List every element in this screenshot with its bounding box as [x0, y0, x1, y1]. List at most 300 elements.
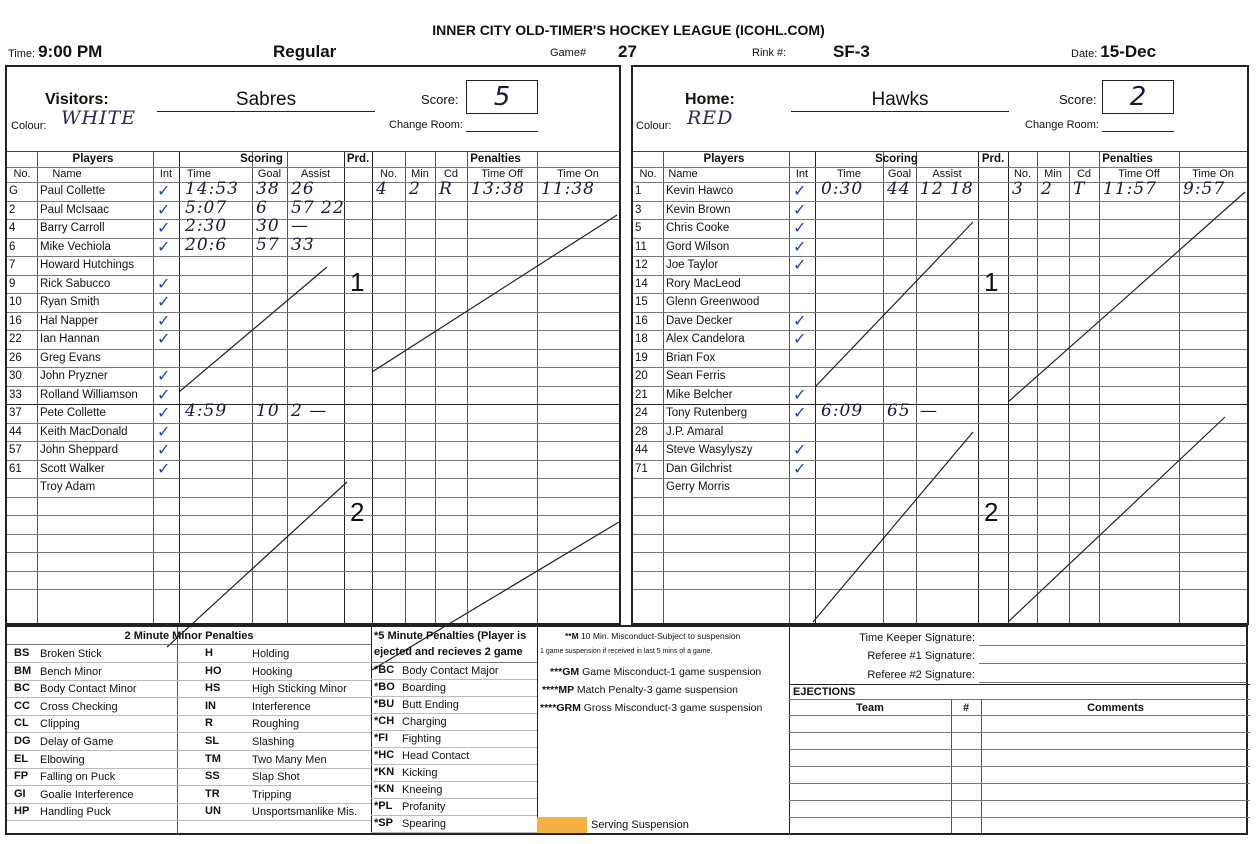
legend-row-line — [7, 697, 371, 698]
visitors-goal-assist: 2 — — [291, 401, 328, 421]
penalty-desc: High Sticking Minor — [252, 683, 347, 696]
home-player-name: Alex Candelora — [666, 333, 745, 345]
checkmark-icon: ✓ — [157, 273, 171, 293]
signature-timekeeper-line — [979, 645, 1247, 646]
home-player-no: 18 — [635, 333, 648, 345]
home-player-no: 44 — [635, 444, 648, 456]
home-player-name: J.P. Amaral — [666, 425, 724, 438]
void-slash — [815, 222, 973, 387]
visitors-player-no: 16 — [9, 314, 22, 327]
visitors-player-name: Keith MacDonald — [40, 425, 128, 438]
signature-referee2-label: Referee #2 Signature: — [867, 669, 975, 681]
penalty-code: *KN — [374, 766, 395, 778]
home-player-name: Steve Wasylyszy — [666, 444, 753, 456]
home-colour-value: RED — [687, 107, 734, 129]
penalty-code: H — [205, 647, 213, 659]
signature-timekeeper-label: Time Keeper Signature: — [859, 632, 975, 644]
legend-row-line — [371, 730, 537, 731]
penalty-desc: Roughing — [252, 718, 300, 731]
visitors-player-name: John Pryzner — [40, 370, 108, 382]
legend-row-line — [7, 803, 371, 804]
visitors-penalty-min: 2 — [409, 179, 421, 199]
penalty-code: BM — [14, 664, 32, 677]
visitors-change-room-label: Change Room: — [389, 119, 463, 131]
visitors-penalty-time_off: 13:38 — [471, 179, 525, 199]
legend-col-line — [537, 627, 538, 833]
home-team-name: Hawks — [791, 89, 1009, 112]
penalty-code: HS — [205, 682, 221, 695]
penalty-legend — [5, 625, 1248, 835]
ejections-comments-head: Comments — [1087, 702, 1144, 714]
visitors-colhead-time_off: Time Off — [481, 168, 523, 180]
checkmark-icon: ✓ — [157, 366, 171, 385]
visitors-change-room-field — [466, 131, 538, 132]
penalty-desc: Goalie Interference — [40, 788, 134, 801]
void-slash — [167, 482, 347, 647]
void-slash — [1008, 417, 1225, 622]
time-value: 9:00 PM — [38, 42, 103, 61]
penalty-code: TR — [205, 787, 220, 800]
visitors-player-name: Ian Hannan — [40, 333, 100, 345]
home-player-no: 20 — [635, 370, 648, 382]
visitors-void-lines — [7, 152, 619, 632]
minor-penalties-title: 2 Minute Minor Penalties — [124, 630, 254, 642]
home-goal-scorer: 44 — [887, 179, 911, 199]
home-player-name: Glenn Greenwood — [666, 296, 760, 308]
visitors-player-no: G — [9, 185, 18, 197]
visitors-player-name: Troy Adam — [40, 481, 96, 493]
checkmark-icon: ✓ — [793, 199, 807, 219]
visitors-group-prd: Prd. — [346, 153, 370, 165]
visitors-goal-time: 14:53 — [185, 179, 239, 199]
ejections-team-head: Team — [856, 702, 884, 714]
penalty-desc: Body Contact Major — [402, 665, 499, 677]
home-panel — [631, 65, 1249, 625]
serving-suspension-swatch — [537, 817, 587, 833]
checkmark-icon: ✓ — [793, 329, 807, 348]
misconduct-code: **M — [565, 631, 582, 641]
visitors-colhead-min: Min — [411, 168, 429, 180]
penalty-desc: Slashing — [252, 736, 295, 748]
visitors-period-1: 1 — [350, 267, 365, 297]
home-player-no: 24 — [635, 407, 648, 419]
visitors-colhead-int: Int — [159, 168, 173, 180]
penalty-code: *PL — [374, 800, 393, 812]
visitors-player-name: Mike Vechiola — [40, 240, 111, 253]
visitors-player-name: Hal Napper — [40, 314, 99, 327]
checkmark-icon: ✓ — [157, 329, 171, 348]
penalty-code: EL — [14, 752, 29, 765]
visitors-player-no: 57 — [9, 444, 22, 456]
league-title: INNER CITY OLD-TIMER'S HOCKEY LEAGUE (ICOHL.COM) — [432, 22, 825, 38]
home-colhead-int: Int — [795, 168, 809, 180]
visitors-colhead-goal: Goal — [257, 168, 282, 180]
penalty-code: DG — [14, 735, 31, 747]
home-group-penalties: Penalties — [1102, 153, 1153, 165]
visitors-player-name: Barry Carroll — [40, 222, 105, 234]
home-colhead-time_on: Time On — [1192, 168, 1234, 180]
penalty-code: CC — [14, 699, 30, 712]
penalty-desc: Holding — [252, 648, 290, 660]
visitors-penalty-no: 4 — [376, 179, 388, 199]
signature-referee1-label: Referee #1 Signature: — [867, 650, 975, 662]
visitors-goal-assist: 57 22 — [291, 197, 345, 218]
penalty-desc: Kneeing — [402, 784, 443, 796]
game-type: Regular — [273, 42, 337, 61]
penalty-desc: Falling on Puck — [40, 771, 116, 784]
penalty-desc: Interference — [252, 700, 311, 713]
penalty-code: CL — [14, 717, 29, 730]
penalty-code: BS — [14, 647, 30, 659]
game-label: Game# — [550, 47, 587, 59]
penalty-code: *KN — [374, 783, 395, 795]
home-goal-assist: 12 18 — [920, 179, 974, 199]
penalty-code: FP — [14, 770, 29, 783]
date-field — [1071, 42, 1156, 62]
misconduct-item — [542, 683, 738, 697]
penalty-desc: Spearing — [402, 818, 447, 830]
penalty-desc: Delay of Game — [40, 736, 114, 748]
penalty-desc: Handling Puck — [40, 806, 111, 819]
visitors-goal-time: 4:59 — [185, 401, 228, 421]
legend-line — [7, 644, 371, 645]
home-player-name: Mike Belcher — [666, 388, 733, 401]
penalty-code: BC — [14, 682, 30, 695]
visitors-player-name: Paul McIsaac — [40, 203, 110, 216]
penalty-code: HP — [14, 805, 30, 818]
visitors-player-no: 9 — [9, 277, 16, 290]
penalty-desc: Cross Checking — [40, 700, 118, 713]
rink-label: Rink #: — [752, 47, 787, 59]
home-change-room-label: Change Room: — [1025, 119, 1099, 131]
void-slash — [813, 432, 973, 622]
visitors-player-name: Howard Hutchings — [40, 259, 134, 271]
checkmark-icon: ✓ — [793, 310, 807, 330]
visitors-penalty-time_on: 11:38 — [541, 179, 595, 199]
home-score-label: Score: — [1059, 92, 1097, 107]
visitors-player-name: John Sheppard — [40, 444, 119, 456]
visitors-colhead-cd: Cd — [443, 168, 459, 180]
visitors-colour-label: Colour: — [11, 120, 47, 132]
misconduct-desc: 1 game suspension if received in last 5 mins of a game. — [540, 648, 713, 655]
checkmark-icon: ✓ — [793, 218, 807, 237]
legend-row-line — [7, 732, 371, 733]
visitors-colhead-assist: Assist — [300, 168, 331, 180]
misconduct-code: ****MP — [542, 684, 577, 696]
legend-row-line — [371, 764, 537, 765]
checkmark-icon: ✓ — [793, 403, 807, 422]
visitors-player-no: 2 — [9, 203, 16, 216]
penalty-desc: Two Many Men — [252, 753, 327, 766]
home-player-no: 12 — [635, 259, 648, 271]
home-player-name: Sean Ferris — [666, 370, 726, 382]
checkmark-icon: ✓ — [157, 458, 171, 478]
home-header — [633, 67, 1247, 152]
home-player-no: 21 — [635, 388, 648, 401]
penalty-desc: Boarding — [402, 682, 447, 694]
home-goal-time: 6:09 — [821, 401, 864, 421]
penalty-code: *CH — [374, 715, 395, 727]
visitors-player-no: 7 — [9, 259, 16, 271]
visitors-score-label: Score: — [421, 92, 459, 107]
home-colhead-name: Name — [668, 168, 698, 180]
penalty-desc: Slap Shot — [252, 771, 300, 784]
visitors-label: Visitors: — [45, 91, 109, 108]
home-player-no: 14 — [635, 277, 648, 290]
misconduct-item — [565, 629, 740, 643]
home-group-prd: Prd. — [981, 153, 1005, 165]
penalty-code: HO — [205, 664, 222, 677]
home-player-name: Brian Fox — [666, 351, 716, 364]
legend-row-line — [371, 713, 537, 714]
misconduct-desc: Gross Misconduct-3 game suspension — [583, 702, 763, 714]
visitors-player-no: 33 — [9, 388, 22, 401]
penalty-desc: Charging — [402, 716, 447, 728]
signature-referee2-line — [979, 682, 1247, 683]
penalty-desc: Unsportsmanlike Mis. — [252, 806, 358, 819]
visitors-penalty-cd: R — [439, 179, 453, 199]
checkmark-icon: ✓ — [157, 403, 171, 422]
checkmark-icon: ✓ — [793, 440, 807, 459]
date-value: 15-Dec — [1100, 42, 1157, 61]
legend-row-line — [371, 815, 537, 816]
penalty-code: *FI — [374, 732, 389, 744]
home-colhead-goal: Goal — [887, 168, 912, 180]
visitors-player-no: 44 — [9, 425, 22, 438]
penalty-desc: Body Contact Minor — [40, 683, 137, 696]
visitors-player-no: 10 — [9, 296, 22, 308]
void-slash — [1008, 192, 1245, 402]
penalty-desc: Profanity — [402, 801, 446, 813]
ejections-row-line — [789, 715, 1250, 716]
rink-value: SF-3 — [833, 42, 870, 61]
visitors-player-no: 61 — [9, 462, 22, 475]
penalty-desc: Butt Ending — [402, 699, 459, 711]
visitors-header — [7, 67, 619, 152]
penalty-code: IN — [205, 699, 216, 712]
legend-row-line — [7, 750, 371, 751]
checkmark-icon: ✓ — [157, 384, 171, 404]
misconduct-code: ***GM — [550, 666, 583, 678]
home-colhead-cd: Cd — [1076, 168, 1092, 180]
visitors-period-2: 2 — [350, 497, 365, 527]
visitors-colhead-name: Name — [52, 168, 82, 180]
legend-row-line — [371, 696, 537, 697]
misconduct-desc: 10 Min. Misconduct-Subject to suspension — [581, 631, 741, 641]
visitors-panel — [5, 65, 621, 625]
signature-referee1-line — [979, 663, 1247, 664]
visitors-goal-scorer: 38 — [256, 179, 280, 199]
visitors-goal-assist: 26 — [291, 179, 315, 199]
penalty-desc: Tripping — [252, 788, 292, 801]
checkmark-icon: ✓ — [157, 310, 171, 330]
penalty-code: UN — [205, 805, 221, 818]
legend-row-line — [7, 680, 371, 681]
home-label: Home: — [685, 91, 735, 108]
visitors-colhead-no: No. — [13, 168, 31, 180]
home-colour-label: Colour: — [636, 120, 672, 132]
checkmark-icon: ✓ — [157, 440, 171, 459]
home-player-no: 11 — [635, 240, 647, 253]
home-penalty-no: 3 — [1012, 179, 1024, 199]
penalty-code: GI — [14, 787, 26, 800]
visitors-player-name: Greg Evans — [40, 351, 101, 364]
penalty-desc: Hooking — [252, 665, 293, 678]
penalty-code: R — [205, 717, 213, 730]
visitors-group-penalties: Penalties — [470, 153, 521, 165]
checkmark-icon: ✓ — [157, 236, 171, 256]
checkmark-icon: ✓ — [793, 255, 807, 274]
checkmark-icon: ✓ — [157, 421, 171, 441]
visitors-player-name: Paul Collette — [40, 185, 106, 197]
home-period-2: 2 — [984, 497, 999, 527]
penalty-desc: Head Contact — [402, 750, 470, 762]
home-goal-scorer: 65 — [887, 401, 911, 421]
penalty-code: *BO — [374, 681, 395, 693]
misconduct-item — [540, 645, 712, 659]
visitors-colhead-time: Time — [186, 168, 212, 180]
serving-suspension-label: Serving Suspension — [591, 819, 689, 831]
home-colhead-no: No. — [639, 168, 657, 180]
visitors-goal-assist: 33 — [291, 234, 315, 255]
legend-row-line — [371, 679, 537, 680]
home-penalty-time_off: 11:57 — [1103, 179, 1157, 199]
home-colhead-assist: Assist — [932, 168, 962, 180]
visitors-goal-assist: — — [291, 216, 309, 236]
legend-row-line — [7, 768, 371, 769]
home-score: 2 — [1102, 80, 1174, 114]
home-colhead-no: No. — [1013, 168, 1032, 180]
legend-row-line — [371, 832, 537, 833]
legend-row-line — [7, 662, 371, 663]
visitors-player-name: Ryan Smith — [40, 296, 100, 308]
home-colhead-min: Min — [1044, 168, 1062, 180]
ejections-row-line — [789, 749, 1250, 750]
visitors-player-no: 6 — [9, 240, 16, 253]
visitors-group-players: Players — [72, 153, 114, 165]
home-colhead-time_off: Time Off — [1118, 168, 1160, 180]
ejections-title: EJECTIONS — [793, 686, 856, 698]
home-goal-assist: — — [920, 401, 938, 421]
misconduct-code: ****GRM — [540, 702, 584, 714]
major-penalties-title: *5 Minute Penalties (Player is — [374, 630, 527, 642]
ejections-line — [789, 684, 1250, 685]
penalty-code: *BC — [374, 664, 395, 676]
home-void-lines — [633, 152, 1247, 632]
home-player-no: 15 — [635, 296, 648, 308]
home-player-no: 16 — [635, 314, 648, 327]
home-player-no: 19 — [635, 351, 648, 364]
visitors-score: 5 — [466, 80, 538, 114]
home-goal-time: 0:30 — [821, 179, 864, 199]
home-colhead-time: Time — [836, 168, 862, 180]
visitors-player-name: Pete Collette — [40, 407, 106, 419]
penalty-code: *BU — [374, 698, 395, 710]
ejections-row-line — [789, 817, 1250, 818]
time-label: Time: — [8, 48, 36, 60]
legend-line — [371, 662, 537, 663]
home-player-no: 3 — [635, 203, 642, 216]
visitors-grid — [7, 152, 619, 623]
home-player-no: 1 — [635, 185, 642, 197]
checkmark-icon: ✓ — [793, 181, 807, 200]
checkmark-icon: ✓ — [793, 384, 807, 404]
ejections-row-line — [789, 732, 1250, 733]
misconduct-desc: Match Penalty-3 game suspension — [576, 684, 738, 696]
visitors-team-name: Sabres — [157, 89, 375, 112]
home-penalty-time_on: 9:57 — [1183, 179, 1226, 199]
game-number: 27 — [618, 42, 637, 61]
visitors-colhead-no: No. — [379, 168, 398, 180]
home-player-name: Dave Decker — [666, 314, 733, 327]
penalty-code: *HC — [374, 749, 395, 761]
visitors-player-no: 30 — [9, 370, 22, 382]
visitors-colour-value: WHITE — [61, 107, 137, 129]
ejections-line — [789, 699, 1250, 700]
ejections-number-head: # — [962, 702, 970, 714]
home-player-name: Dan Gilchrist — [666, 462, 732, 475]
home-player-name: Kevin Hawco — [666, 185, 734, 197]
visitors-player-no: 4 — [9, 222, 16, 234]
home-player-name: Rory MacLeod — [666, 277, 741, 290]
home-player-name: Joe Taylor — [666, 259, 719, 271]
visitors-player-no: 37 — [9, 407, 22, 419]
visitors-goal-scorer: 10 — [256, 401, 280, 421]
visitors-goal-time: 2:30 — [185, 216, 228, 236]
major-penalties-subtitle: ejected and recieves 2 game — [374, 646, 523, 658]
legend-row-line — [7, 715, 371, 716]
legend-row-line — [7, 785, 371, 786]
time-field — [8, 42, 102, 62]
visitors-player-no: 26 — [9, 351, 22, 364]
visitors-goal-time: 5:07 — [185, 197, 228, 218]
home-period-1: 1 — [984, 267, 999, 297]
visitors-player-name: Scott Walker — [40, 462, 105, 475]
misconduct-desc: Game Misconduct-1 game suspension — [582, 666, 762, 678]
checkmark-icon: ✓ — [793, 458, 807, 478]
penalty-code: SL — [205, 735, 220, 747]
visitors-colhead-time_on: Time On — [557, 168, 599, 180]
penalty-code: *SP — [374, 817, 393, 829]
home-player-name: Gord Wilson — [666, 240, 730, 253]
legend-row-line — [371, 747, 537, 748]
home-player-name: Chris Cooke — [666, 222, 730, 234]
void-slash — [179, 267, 327, 392]
home-player-no: 28 — [635, 425, 648, 438]
misconduct-item — [550, 665, 761, 679]
checkmark-icon: ✓ — [157, 199, 171, 219]
home-penalty-min: 2 — [1041, 179, 1053, 199]
void-slash — [372, 215, 617, 372]
home-change-room-field — [1102, 131, 1174, 132]
home-player-name: Gerry Morris — [666, 481, 730, 493]
penalty-code: SS — [205, 770, 220, 783]
misconduct-item — [540, 701, 762, 715]
home-group-players: Players — [703, 153, 745, 165]
checkmark-icon: ✓ — [157, 181, 171, 200]
visitors-group-scoring: Scoring — [240, 153, 283, 165]
penalty-desc: Clipping — [40, 718, 80, 731]
date-label: Date: — [1071, 48, 1098, 60]
penalty-desc: Bench Minor — [40, 665, 102, 678]
penalty-desc: Broken Stick — [40, 648, 102, 660]
home-player-name: Tony Rutenberg — [666, 407, 748, 419]
ejections-row-line — [789, 783, 1250, 784]
penalty-desc: Elbowing — [40, 753, 85, 766]
visitors-goal-time: 20:6 — [185, 234, 228, 255]
ejections-row-line — [789, 800, 1250, 801]
penalty-desc: Fighting — [402, 733, 442, 745]
